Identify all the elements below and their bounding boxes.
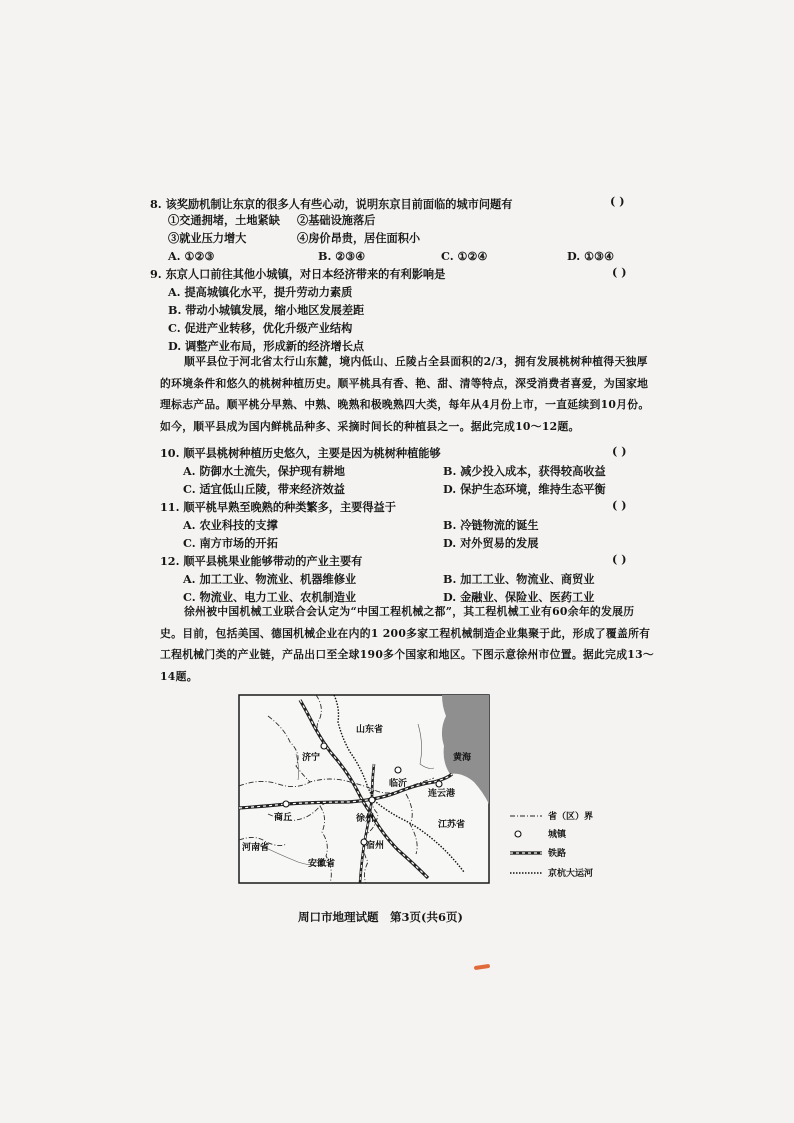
q12-stem: 12. 顺平县桃果业能够带动的产业主要有 xyxy=(160,554,363,568)
q10-option-b: B. 减少投入成本，获得较高收益 xyxy=(443,464,606,478)
town-xuzhou xyxy=(369,797,375,803)
label-lianyungang: 连云港 xyxy=(428,789,456,799)
legend-railway: 铁路 xyxy=(548,849,567,859)
q8-option-b: B. ②③④ xyxy=(318,249,366,263)
legend-town: 城镇 xyxy=(548,830,567,840)
label-linyi: 临沂 xyxy=(389,779,408,789)
label-shandong: 山东省 xyxy=(356,725,384,735)
label-xuzhou: 徐州 xyxy=(356,814,375,824)
q9-option-a: A. 提高城镇化水平，提升劳动力素质 xyxy=(168,285,353,299)
q11-option-b: B. 冷链物流的诞生 xyxy=(443,518,539,532)
label-anhui: 安徽省 xyxy=(308,859,336,869)
q10-option-a: A. 防御水土流失，保护现有耕地 xyxy=(183,464,345,478)
passage-xuzhou xyxy=(160,601,655,687)
xuzhou-location-map xyxy=(238,694,490,884)
red-pen-mark xyxy=(474,964,490,970)
q11-option-d: D. 对外贸易的发展 xyxy=(443,536,539,550)
q8-item-4: ④房价昂贵，居住面积小 xyxy=(297,231,421,245)
label-jiangsu: 江苏省 xyxy=(438,820,466,830)
label-huanghai: 黄海 xyxy=(453,753,472,763)
map-legend xyxy=(508,808,638,880)
label-jining: 济宁 xyxy=(302,753,321,763)
q11-option-a: A. 农业科技的支撑 xyxy=(183,518,278,532)
q8-item-3: ③就业压力增大 xyxy=(168,231,247,245)
legend-canal: 京杭大运河 xyxy=(548,869,594,879)
q12-option-a: A. 加工工业、物流业、机器维修业 xyxy=(183,572,357,586)
q9-stem: 9. 东京人口前往其他小城镇，对日本经济带来的有利影响是 xyxy=(150,267,446,281)
q11-stem: 11. 顺平桃早熟至晚熟的种类繁多，主要得益于 xyxy=(160,500,396,514)
q10-answer-paren: ( ) xyxy=(612,444,627,458)
q8-option-a: A. ①②③ xyxy=(168,249,215,263)
town-lianyungang xyxy=(436,781,442,787)
q12-answer-paren: ( ) xyxy=(612,552,627,566)
q12-option-d: D. 金融业、保险业、医药工业 xyxy=(443,590,595,604)
q12-option-c: C. 物流业、电力工业、农机制造业 xyxy=(183,590,357,604)
passage-shunping xyxy=(160,351,655,437)
q10-option-c: C. 适宜低山丘陵，带来经济效益 xyxy=(183,482,345,496)
q8-stem: 8. 该奖励机制让东京的很多人有些心动，说明东京目前面临的城市问题有 xyxy=(150,197,513,211)
q12-option-b: B. 加工工业、物流业、商贸业 xyxy=(443,572,595,586)
q9-option-b: B. 带动小城镇发展，缩小地区发展差距 xyxy=(168,303,365,317)
label-shangqiu: 商丘 xyxy=(274,813,293,823)
label-henan: 河南省 xyxy=(242,843,270,853)
q9-answer-paren: ( ) xyxy=(612,265,627,279)
q8-answer-paren: ( ) xyxy=(610,194,625,208)
q8-option-c: C. ①②④ xyxy=(441,249,488,263)
q11-option-c: C. 南方市场的开拓 xyxy=(183,536,278,550)
q11-answer-paren: ( ) xyxy=(612,498,627,512)
passage-shunping-text: 顺平县位于河北省太行山东麓，境内低山、丘陵占全县面积的2/3，拥有发展桃树种植得天独厚的环境条件和悠久的桃树种植历史。顺平桃具有香、艳、甜、清等特点，深受消费者喜爱，为国家地理标志产品。顺平桃分早熟、中熟、晚熟和极晚熟四大类，每年从4月份上市，一直延续到10月份。如今，顺平县成为国内鲜桃品种多、采摘时间长的种植县之一。据此完成10～12题。 xyxy=(160,355,650,433)
page-footer: 周口市地理试题 第3页(共6页) xyxy=(298,910,463,924)
passage-xuzhou-text: 徐州被中国机械工业联合会认定为“中国工程机械之都”，其工程机械工业有60余年的发展历史。目前，包括美国、德国机械企业在内的1 200多家工程机械制造企业集聚于此，形成了覆盖所有工程机械门类的产业链，产品出口至全球190多个国家和地区。下图示意徐州市位置。据此完成13～14题。 xyxy=(160,605,655,683)
label-suzhou: 宿州 xyxy=(366,841,385,851)
legend-boundary: 省（区）界 xyxy=(548,812,594,822)
legend-town-symbol xyxy=(515,831,521,837)
q10-stem: 10. 顺平县桃树种植历史悠久，主要是因为桃树种植能够 xyxy=(160,446,441,460)
q10-option-d: D. 保护生态环境，维持生态平衡 xyxy=(443,482,606,496)
q8-item-1: ①交通拥堵，土地紧缺 xyxy=(168,213,280,227)
town-jining xyxy=(321,743,327,749)
q8-option-d: D. ①③④ xyxy=(567,249,615,263)
q9-option-d: D. 调整产业布局，形成新的经济增长点 xyxy=(168,339,365,353)
q8-item-2: ②基础设施落后 xyxy=(297,213,376,227)
town-shangqiu xyxy=(283,801,289,807)
town-linyi xyxy=(395,767,401,773)
q9-option-c: C. 促进产业转移，优化升级产业结构 xyxy=(168,321,353,335)
